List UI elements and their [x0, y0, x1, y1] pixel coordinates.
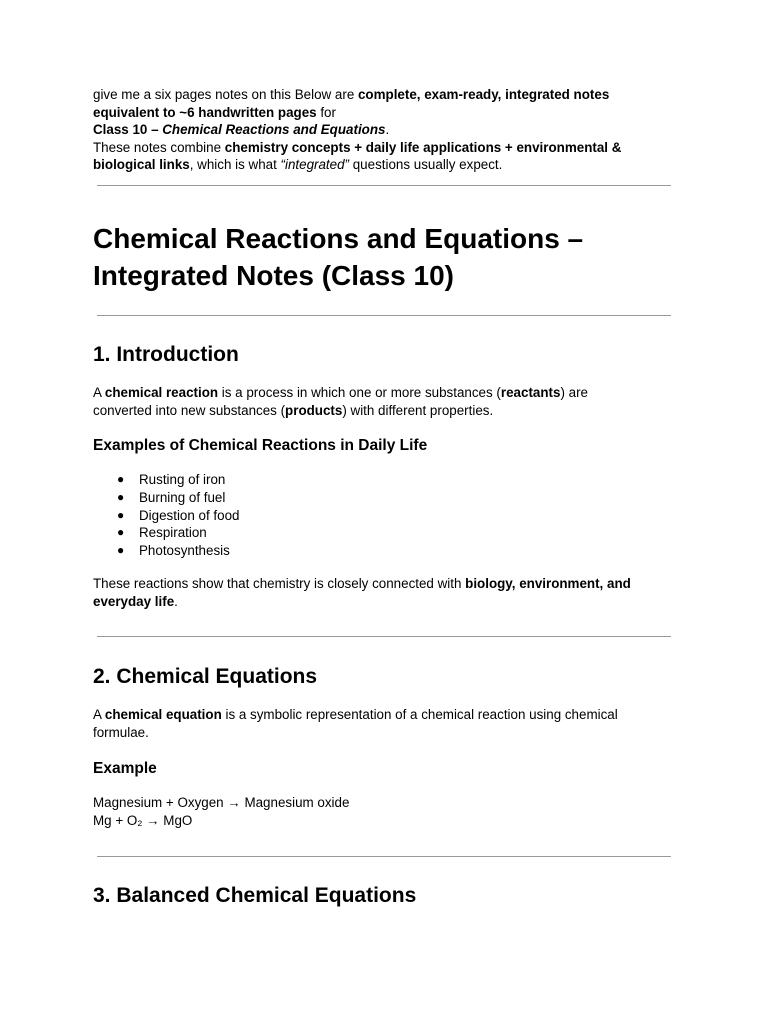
- list-item-text: Digestion of food: [139, 507, 240, 523]
- term-products: products: [285, 402, 343, 418]
- section-2-heading: 2. Chemical Equations: [93, 665, 318, 688]
- term-chemical-equation: chemical equation: [104, 707, 222, 722]
- section-2-definition: [93, 706, 683, 741]
- intro-bold-text: equivalent to ~6 handwritten pages: [93, 104, 317, 120]
- intro-line-4: [93, 139, 683, 157]
- list-item: [93, 489, 683, 507]
- intro-line-1: [93, 86, 683, 104]
- example-subheading-block: [93, 759, 683, 779]
- closing-line-1: [93, 575, 683, 593]
- bullet-icon: ●: [117, 472, 125, 486]
- bullet-icon: ●: [117, 543, 125, 558]
- intro-paragraph: [93, 86, 683, 174]
- body-text: A: [93, 707, 105, 722]
- body-text: A: [93, 385, 105, 400]
- body-text: converted into new substances (: [93, 402, 286, 418]
- definition-line-2: formulae.: [93, 724, 149, 740]
- intro-text: These notes combine: [93, 139, 225, 155]
- intro-text: for: [316, 104, 336, 120]
- list-item: [93, 471, 683, 489]
- definition-line-1: [93, 706, 683, 724]
- page-title: [93, 220, 683, 294]
- list-item-text: Respiration: [139, 525, 207, 541]
- term-chemical-reaction: chemical reaction: [104, 385, 219, 400]
- intro-bold-text: chemistry concepts + daily life applications + environmental &: [224, 139, 622, 155]
- intro-line-5: [93, 156, 683, 174]
- definition-line-2: [93, 402, 683, 420]
- example-subheading: Example: [93, 760, 157, 777]
- body-text: is a symbolic representation of a chemical reaction using chemical: [221, 707, 618, 722]
- divider: [97, 856, 671, 857]
- body-bold-text: everyday life: [93, 593, 175, 609]
- intro-topic-text: Chemical Reactions and Equations: [162, 122, 386, 138]
- intro-line-2: [93, 104, 683, 122]
- body-text: These reactions show that chemistry is closely connected with: [93, 576, 466, 591]
- intro-line-3: [93, 121, 683, 139]
- list-item: [93, 507, 683, 525]
- title-line-1: Chemical Reactions and Equations –: [93, 223, 584, 254]
- examples-subheading: Examples of Chemical Reactions in Daily Life: [93, 437, 428, 454]
- section-2-heading-block: [93, 664, 683, 690]
- bullet-icon: ●: [117, 525, 125, 540]
- section-1-heading: 1. Introduction: [93, 343, 239, 366]
- intro-italic-text: “integrated”: [280, 157, 350, 173]
- body-bold-text: biology, environment, and: [465, 576, 631, 591]
- intro-text: questions usually expect.: [349, 157, 503, 173]
- section-1-definition: [93, 384, 683, 419]
- definition-line-1: [93, 384, 683, 402]
- divider: [97, 185, 671, 186]
- word-equation: Magnesium + Oxygen → Magnesium oxide: [93, 795, 350, 810]
- symbol-equation: Mg + O₂ → MgO: [93, 812, 193, 828]
- list-item: [93, 542, 683, 560]
- list-item-text: Photosynthesis: [139, 543, 230, 559]
- intro-bold-text: biological links: [93, 157, 190, 173]
- examples-list-block: [93, 471, 683, 560]
- example-equations: [93, 794, 683, 829]
- bullet-icon: ●: [117, 489, 125, 504]
- intro-text: .: [385, 122, 390, 138]
- intro-text: , which is what: [189, 157, 281, 173]
- term-reactants: reactants: [500, 385, 561, 400]
- list-item: [93, 524, 683, 542]
- section-1-closing: [93, 575, 683, 610]
- section-3-heading: 3. Balanced Chemical Equations: [93, 884, 417, 907]
- examples-subheading-block: [93, 436, 683, 456]
- body-text: ) with different properties.: [342, 402, 494, 418]
- intro-bold-text: complete, exam-ready, integrated notes: [357, 87, 610, 102]
- examples-list: [93, 471, 683, 560]
- body-text: is a process in which one or more substances (: [218, 385, 501, 400]
- list-item-text: Burning of fuel: [139, 489, 226, 505]
- divider: [97, 636, 671, 637]
- section-1-heading-block: [93, 342, 683, 368]
- body-text: .: [174, 593, 178, 609]
- body-text: ) are: [560, 385, 588, 400]
- intro-text: give me a six pages notes on this Below are: [93, 87, 358, 102]
- list-item-text: Rusting of iron: [139, 472, 226, 487]
- bullet-icon: ●: [117, 507, 125, 522]
- title-line-2: Integrated Notes (Class 10): [93, 260, 454, 291]
- closing-line-2: [93, 593, 683, 611]
- section-3-heading-block: [93, 883, 683, 909]
- intro-bold-text: Class 10 –: [93, 122, 163, 138]
- divider: [97, 315, 671, 316]
